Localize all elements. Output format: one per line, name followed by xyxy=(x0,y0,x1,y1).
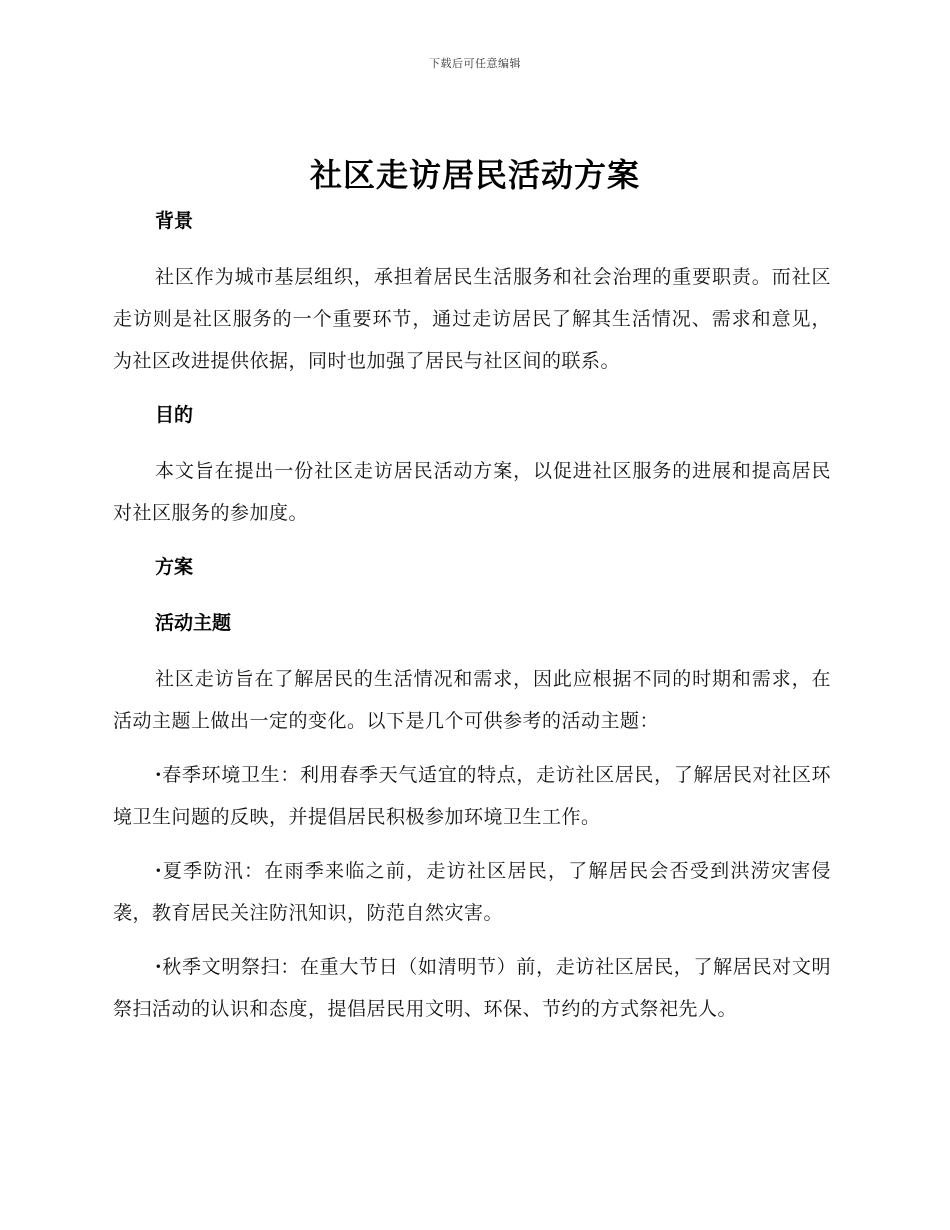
background-heading: 背景 xyxy=(155,210,194,232)
bullet-item-summer xyxy=(113,850,831,934)
plan-heading: 方案 xyxy=(155,556,194,578)
purpose-heading: 目的 xyxy=(155,404,194,426)
document-title: 社区走访居民活动方案 xyxy=(309,156,640,194)
bullet-text: 春季环境卫生：利用春季天气适宜的特点，走访社区居民，了解居民对社区环境卫生问题的反映，并提倡居民积极参加环境卫生工作。 xyxy=(113,764,831,828)
bullet-text: 秋季文明祭扫：在重大节日（如清明节）前，走访社区居民，了解居民对文明祭扫活动的认识和态度，提倡居民用文明、环保、节约的方式祭祀先人。 xyxy=(113,956,831,1020)
bullet-text: 夏季防汛：在雨季来临之前，走访社区居民，了解居民会否受到洪涝灾害侵袭，教育居民关注防汛知识，防范自然灾害。 xyxy=(113,860,831,924)
purpose-paragraph: 本文旨在提出一份社区走访居民活动方案，以促进社区服务的进展和提高居民对社区服务的参加度。 xyxy=(113,460,831,524)
theme-heading: 活动主题 xyxy=(155,612,232,634)
document-body xyxy=(113,200,831,1042)
bullet-item-autumn xyxy=(113,946,831,1030)
theme-paragraph: 社区走访旨在了解居民的生活情况和需求，因此应根据不同的时期和需求，在活动主题上做出一定的变化。以下是几个可供参考的活动主题： xyxy=(113,668,831,732)
bullet-dot: · xyxy=(155,860,163,882)
bullet-item-spring xyxy=(113,754,831,838)
bullet-dot: · xyxy=(155,764,163,786)
header-note: 下载后可任意编辑 xyxy=(429,57,521,70)
background-paragraph: 社区作为城市基层组织，承担着居民生活服务和社会治理的重要职责。而社区走访则是社区服务的一个重要环节，通过走访居民了解其生活情况、需求和意见，为社区改进提供依据，同时也加强了居民与社区间的联系。 xyxy=(113,266,831,372)
bullet-dot: · xyxy=(155,956,163,978)
